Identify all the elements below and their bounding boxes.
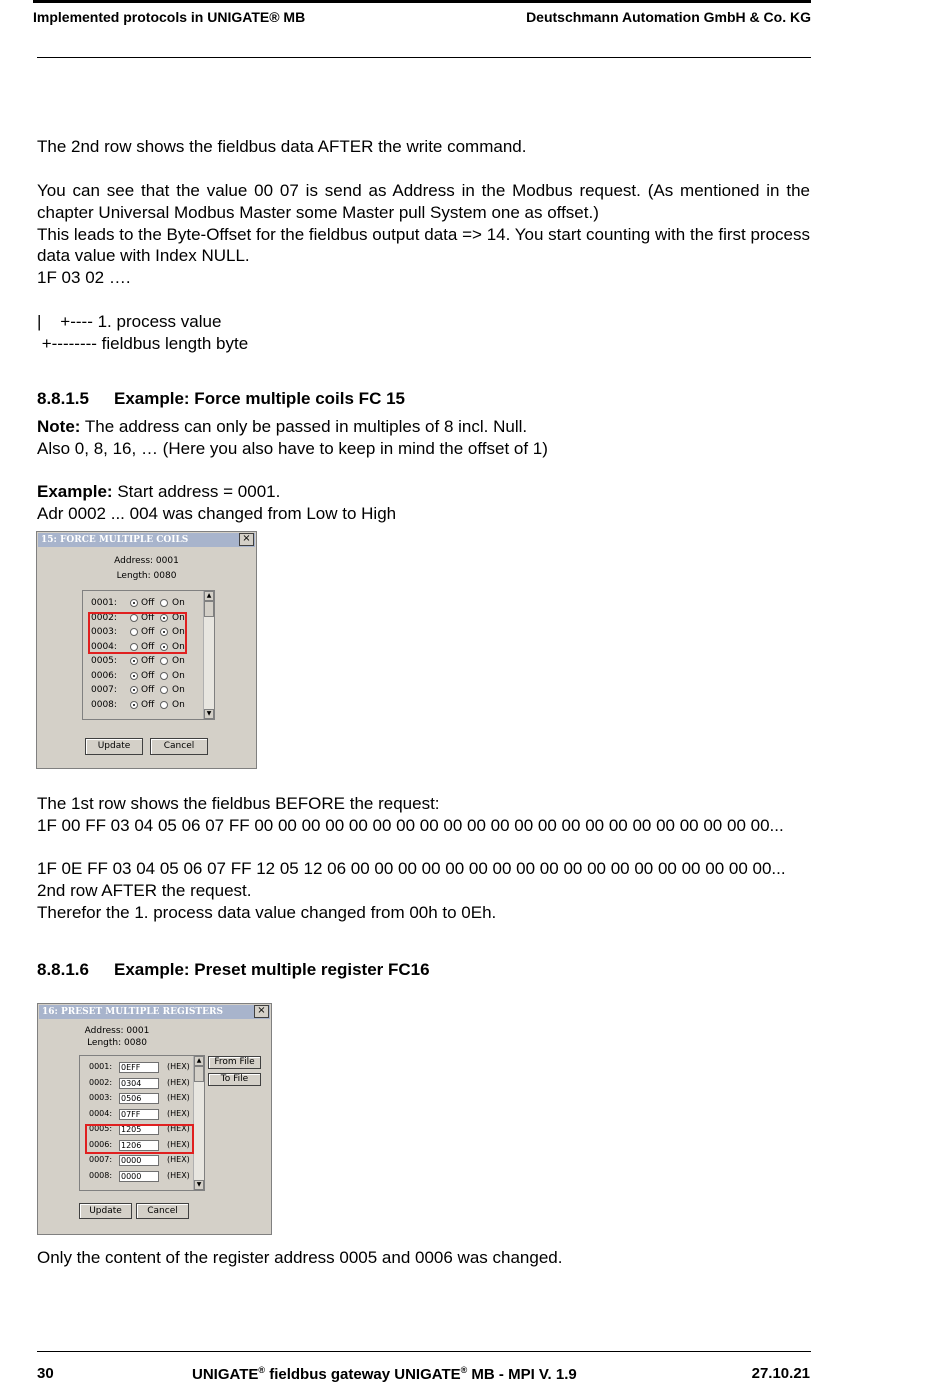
text-line: This leads to the Byte-Offset for the fieldbus output data => 14. You start counting with the first process data value with Index NULL.	[37, 224, 810, 266]
on-label: On	[172, 670, 185, 681]
coil-address: 0007:	[91, 685, 117, 695]
hex-label: (HEX)	[167, 1139, 190, 1149]
on-label: On	[172, 699, 185, 710]
on-radio[interactable]	[160, 701, 168, 709]
coil-address: 0006:	[91, 670, 117, 681]
example-label: Example:	[37, 482, 113, 501]
preset-registers-dialog	[37, 1003, 272, 1235]
section-title: Example: Preset multiple register FC16	[114, 960, 430, 979]
on-label: On	[172, 612, 185, 623]
section-heading-8816	[37, 960, 430, 980]
note-label: Note:	[37, 417, 81, 436]
closing-paragraph	[37, 1247, 810, 1269]
on-radio[interactable]	[160, 672, 168, 680]
cancel-button[interactable]: Cancel	[150, 738, 208, 755]
text-line: 1F 03 02 ….	[37, 268, 131, 288]
off-radio[interactable]	[130, 657, 138, 665]
register-row	[80, 1060, 192, 1074]
blank-line	[37, 837, 810, 859]
text-line: | +---- 1. process value	[37, 312, 222, 331]
top-rule	[33, 0, 811, 3]
on-label: On	[172, 685, 185, 695]
scroll-thumb[interactable]	[204, 601, 214, 617]
register-value-input[interactable]: 0506	[119, 1093, 159, 1104]
coil-address: 0003:	[91, 627, 117, 637]
on-label: On	[172, 656, 185, 666]
text-line: Also 0, 8, 16, … (Here you also have to keep in mind the offset of 1)	[37, 438, 548, 458]
register-row	[80, 1091, 192, 1105]
changed-registers-highlight	[85, 1124, 194, 1154]
coil-address: 0008:	[91, 699, 117, 710]
off-label: Off	[141, 641, 155, 652]
to-file-button[interactable]: To File	[208, 1073, 261, 1086]
off-label: Off	[141, 627, 155, 637]
text-line: The 2nd row shows the fieldbus data AFTER the write command.	[37, 137, 527, 156]
registered-mark: ®	[258, 1365, 266, 1375]
on-radio[interactable]	[160, 657, 168, 665]
text-line: You can see that the value 00 07 is send as Address in the Modbus request. (As mentioned in the chapter Universal Modbus Master some Master pull System one as offset.)	[37, 181, 810, 222]
length-label: Length: 0080	[87, 1038, 147, 1048]
on-label: On	[172, 641, 185, 652]
register-row	[80, 1076, 192, 1090]
coil-address: 0001:	[91, 598, 117, 608]
hex-label: (HEX)	[167, 1108, 190, 1118]
product-name: UNIGATE	[192, 1366, 259, 1383]
page-number: 30	[37, 1365, 54, 1382]
hex-label: (HEX)	[167, 1093, 190, 1102]
register-address: 0002:	[89, 1077, 113, 1087]
register-address: 0008:	[89, 1170, 113, 1180]
product-version: MB - MPI V. 1.9	[467, 1366, 577, 1383]
paragraph-address-explanation	[37, 180, 810, 289]
address-label: Address: 0001	[114, 556, 179, 566]
off-label: Off	[141, 670, 155, 681]
off-label: Off	[141, 685, 155, 695]
on-radio[interactable]	[160, 599, 168, 607]
paragraph-second-row	[37, 136, 810, 158]
hex-label: (HEX)	[167, 1155, 190, 1164]
hex-label: (HEX)	[167, 1077, 190, 1087]
coil-address: 0005:	[91, 656, 117, 666]
fieldbus-before-after	[37, 793, 810, 924]
register-address: 0003:	[89, 1093, 113, 1102]
close-icon[interactable]: ×	[239, 533, 254, 546]
register-value-input[interactable]: 07FF	[119, 1109, 159, 1120]
off-radio[interactable]	[130, 672, 138, 680]
hex-label: (HEX)	[167, 1124, 190, 1133]
text-line: Therefor the 1. process data value changed from 00h to 0Eh.	[37, 902, 497, 922]
coil-address: 0002:	[91, 612, 117, 623]
text-line: +-------- fieldbus length byte	[37, 333, 249, 353]
register-value-input[interactable]: 1206	[119, 1140, 159, 1151]
update-button[interactable]: Update	[79, 1203, 132, 1219]
footer-rule	[37, 1351, 811, 1352]
off-label: Off	[141, 612, 155, 623]
coil-row	[83, 683, 203, 697]
text-line: 1F 00 FF 03 04 05 06 07 FF 00 00 00 00 00 00 00 00 00 00 00 00 00 00 00 00 00 00 00 00 00 00...	[37, 815, 784, 835]
register-value-input[interactable]: 0EFF	[119, 1062, 159, 1073]
register-address: 0007:	[89, 1155, 113, 1164]
register-address: 0006:	[89, 1139, 113, 1149]
scroll-up-icon[interactable]: ▲	[194, 1056, 204, 1066]
coil-row	[83, 669, 203, 683]
on-label: On	[172, 627, 185, 637]
text-line: The 1st row shows the fieldbus BEFORE the request:	[37, 794, 440, 813]
text-line: Only the content of the register address 0005 and 0006 was changed.	[37, 1248, 563, 1267]
scroll-down-icon[interactable]: ▼	[204, 709, 214, 719]
header-rule	[37, 57, 811, 58]
scroll-up-icon[interactable]: ▲	[204, 591, 214, 601]
off-radio[interactable]	[130, 686, 138, 694]
product-name: fieldbus gateway UNIGATE	[265, 1366, 461, 1383]
register-value-input[interactable]: 0304	[119, 1078, 159, 1089]
off-label: Off	[141, 656, 155, 666]
text-line: Adr 0002 ... 004 was changed from Low to High	[37, 503, 397, 523]
scroll-thumb[interactable]	[194, 1066, 204, 1082]
registered-mark: ®	[460, 1365, 468, 1375]
section-number: 8.8.1.5	[37, 389, 89, 408]
register-value-input[interactable]: 1205	[119, 1124, 159, 1135]
note-text: The address can only be passed in multiples of 8 incl. Null.	[80, 417, 528, 436]
register-address: 0001:	[89, 1062, 113, 1071]
off-label: Off	[141, 699, 155, 710]
footer-date: 27.10.21	[751, 1365, 810, 1382]
register-value-input[interactable]: 0000	[119, 1171, 159, 1182]
force-coils-dialog	[36, 531, 257, 769]
update-button[interactable]: Update	[85, 738, 143, 755]
register-address: 0005:	[89, 1124, 113, 1133]
text-line: 2nd row AFTER the request.	[37, 881, 252, 901]
section-heading-8815	[37, 389, 405, 409]
byte-diagram	[37, 311, 810, 355]
example-text: Start address = 0001.	[112, 482, 281, 501]
off-radio[interactable]	[130, 599, 138, 607]
example-paragraph	[37, 481, 810, 525]
header-left: Implemented protocols in UNIGATE® MB	[33, 9, 306, 25]
coil-row	[83, 698, 203, 712]
address-label: Address: 0001	[84, 1026, 150, 1036]
off-label: Off	[141, 598, 155, 608]
section-title: Example: Force multiple coils FC 15	[114, 389, 405, 408]
hex-label: (HEX)	[167, 1062, 190, 1071]
dialog-title: 16: PRESET MULTIPLE REGISTERS	[39, 1005, 270, 1019]
register-row	[80, 1153, 192, 1167]
dialog-title: 15: FORCE MULTIPLE COILS	[38, 533, 255, 547]
from-file-button[interactable]: From File	[208, 1056, 261, 1069]
scrollbar[interactable]	[193, 1056, 204, 1190]
coil-row	[83, 654, 203, 668]
coil-address: 0004:	[91, 641, 117, 652]
note-paragraph	[37, 416, 810, 460]
header-right: Deutschmann Automation GmbH & Co. KG	[526, 9, 811, 25]
scrollbar[interactable]	[203, 591, 214, 719]
footer-product	[192, 1365, 577, 1383]
coils-list[interactable]	[82, 590, 215, 720]
scroll-down-icon[interactable]: ▼	[194, 1180, 204, 1190]
hex-label: (HEX)	[167, 1170, 190, 1180]
coil-row	[83, 596, 203, 610]
length-label: Length: 0080	[116, 571, 177, 581]
register-row	[80, 1169, 192, 1183]
on-label: On	[172, 598, 185, 608]
off-radio[interactable]	[130, 701, 138, 709]
register-row	[80, 1107, 192, 1121]
close-icon[interactable]: ×	[254, 1005, 269, 1018]
section-number: 8.8.1.6	[37, 960, 89, 979]
on-radio[interactable]	[160, 686, 168, 694]
changed-coils-highlight	[88, 612, 187, 654]
cancel-button[interactable]: Cancel	[136, 1203, 189, 1219]
text-line: 1F 0E FF 03 04 05 06 07 FF 12 05 12 06 00 00 00 00 00 00 00 00 00 00 00 00 00 00 00 00 00 00...	[37, 859, 786, 879]
register-address: 0004:	[89, 1108, 113, 1118]
register-value-input[interactable]: 0000	[119, 1155, 159, 1166]
registers-list[interactable]	[79, 1055, 205, 1191]
